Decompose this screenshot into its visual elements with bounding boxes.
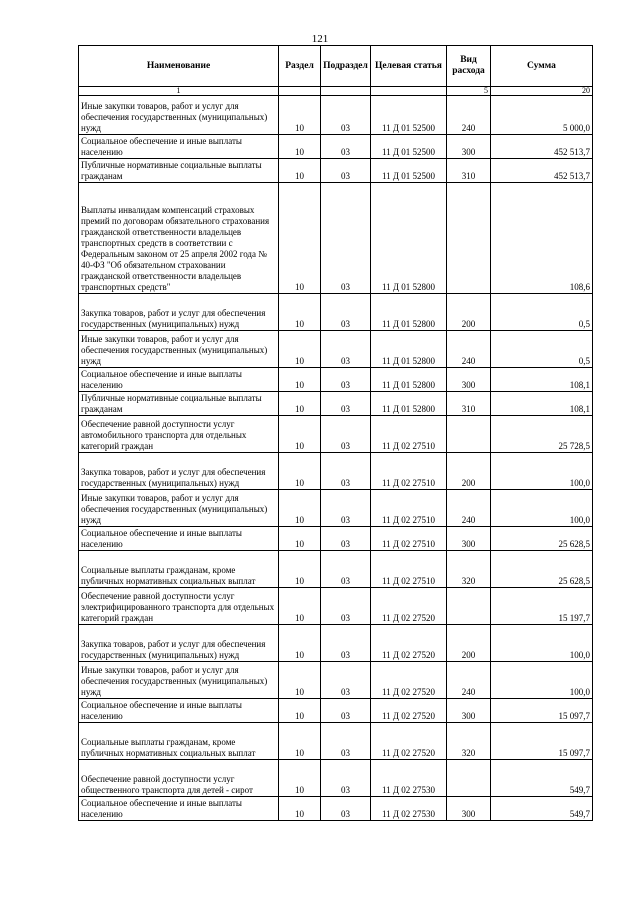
- row-razdel-cell: 10: [279, 135, 321, 159]
- row-razdel-cell: 10: [279, 625, 321, 662]
- table-row: [79, 699, 593, 723]
- row-celevaya-cell: 11 Д 02 27510: [371, 551, 447, 588]
- row-vid-cell: 240: [447, 490, 491, 527]
- colnum-6: 20: [491, 87, 593, 96]
- row-podrazdel-cell: 03: [321, 183, 371, 294]
- header-name: Наименование: [79, 46, 279, 87]
- row-celevaya-cell: 11 Д 02 27510: [371, 527, 447, 551]
- row-vid-cell: 200: [447, 625, 491, 662]
- row-name-cell: Иные закупки товаров, работ и услуг для обеспечения государственных (муниципальных) нужд: [79, 96, 279, 135]
- table-row: [79, 797, 593, 821]
- table-row: [79, 760, 593, 797]
- row-razdel-cell: 10: [279, 392, 321, 416]
- row-celevaya-cell: 11 Д 01 52800: [371, 368, 447, 392]
- table-row: [79, 416, 593, 453]
- row-name-cell: Обеспечение равной доступности услуг общественного транспорта для детей - сирот: [79, 760, 279, 797]
- table-row: [79, 392, 593, 416]
- row-vid-cell: 240: [447, 96, 491, 135]
- budget-table: [78, 45, 593, 821]
- row-summa-cell: 100,0: [491, 625, 593, 662]
- row-name-cell: Публичные нормативные социальные выплаты гражданам: [79, 159, 279, 183]
- row-vid-cell: 310: [447, 392, 491, 416]
- row-summa-cell: 15 097,7: [491, 699, 593, 723]
- row-celevaya-cell: 11 Д 01 52800: [371, 183, 447, 294]
- row-name-cell: Социальное обеспечение и иные выплаты населению: [79, 527, 279, 551]
- row-name-cell: Иные закупки товаров, работ и услуг для обеспечения государственных (муниципальных) нужд: [79, 662, 279, 699]
- row-razdel-cell: 10: [279, 96, 321, 135]
- header-vid: Вид расхода: [447, 46, 491, 87]
- row-vid-cell: [447, 416, 491, 453]
- row-name-cell: Социальные выплаты гражданам, кроме публичных нормативных социальных выплат: [79, 723, 279, 760]
- row-podrazdel-cell: 03: [321, 527, 371, 551]
- row-vid-cell: 200: [447, 294, 491, 331]
- row-podrazdel-cell: 03: [321, 797, 371, 821]
- row-summa-cell: 549,7: [491, 797, 593, 821]
- row-vid-cell: 300: [447, 797, 491, 821]
- table-row: [79, 96, 593, 135]
- row-name-cell: Обеспечение равной доступности услуг электрифицированного транспорта для отдельных категорий граждан: [79, 588, 279, 625]
- row-podrazdel-cell: 03: [321, 416, 371, 453]
- row-vid-cell: [447, 588, 491, 625]
- row-summa-cell: 5 000,0: [491, 96, 593, 135]
- colnum-3: [321, 87, 371, 96]
- row-name-cell: Публичные нормативные социальные выплаты гражданам: [79, 392, 279, 416]
- row-celevaya-cell: 11 Д 02 27520: [371, 662, 447, 699]
- header-podrazdel: Подраздел: [321, 46, 371, 87]
- row-name-cell: Социальное обеспечение и иные выплаты населению: [79, 797, 279, 821]
- row-podrazdel-cell: 03: [321, 490, 371, 527]
- row-razdel-cell: 10: [279, 453, 321, 490]
- row-celevaya-cell: 11 Д 01 52500: [371, 159, 447, 183]
- row-summa-cell: 25 728,5: [491, 416, 593, 453]
- row-summa-cell: 100,0: [491, 662, 593, 699]
- row-name-cell: Социальное обеспечение и иные выплаты населению: [79, 368, 279, 392]
- table-row: [79, 662, 593, 699]
- row-summa-cell: 452 513,7: [491, 159, 593, 183]
- row-name-cell: Иные закупки товаров, работ и услуг для обеспечения государственных (муниципальных) нужд: [79, 331, 279, 368]
- row-celevaya-cell: 11 Д 01 52500: [371, 135, 447, 159]
- row-summa-cell: 100,0: [491, 490, 593, 527]
- table-row: [79, 331, 593, 368]
- row-summa-cell: 452 513,7: [491, 135, 593, 159]
- row-podrazdel-cell: 03: [321, 453, 371, 490]
- row-podrazdel-cell: 03: [321, 723, 371, 760]
- row-podrazdel-cell: 03: [321, 368, 371, 392]
- row-name-cell: Социальное обеспечение и иные выплаты населению: [79, 135, 279, 159]
- row-vid-cell: 310: [447, 159, 491, 183]
- row-name-cell: Закупка товаров, работ и услуг для обеспечения государственных (муниципальных) нужд: [79, 294, 279, 331]
- row-razdel-cell: 10: [279, 368, 321, 392]
- row-vid-cell: 300: [447, 527, 491, 551]
- row-podrazdel-cell: 03: [321, 625, 371, 662]
- row-summa-cell: 25 628,5: [491, 527, 593, 551]
- row-summa-cell: 108,1: [491, 392, 593, 416]
- table-row: [79, 294, 593, 331]
- row-celevaya-cell: 11 Д 02 27530: [371, 760, 447, 797]
- row-summa-cell: 100,0: [491, 453, 593, 490]
- row-vid-cell: 320: [447, 723, 491, 760]
- colnum-2: [279, 87, 321, 96]
- row-podrazdel-cell: 03: [321, 588, 371, 625]
- row-name-cell: Выплаты инвалидам компенсаций страховых премий по договорам обязательного страхования гражданской ответственности владельцев транспортных средств в соответствии с Федеральным законом от 25 апреля 2002 года № 40-ФЗ "Об обязательном страховании гражданской ответственности владельцев транспортных средств": [79, 183, 279, 294]
- table-row: [79, 159, 593, 183]
- row-celevaya-cell: 11 Д 02 27520: [371, 723, 447, 760]
- row-summa-cell: 0,5: [491, 294, 593, 331]
- table-row: [79, 135, 593, 159]
- row-celevaya-cell: 11 Д 02 27520: [371, 625, 447, 662]
- table-row: [79, 588, 593, 625]
- table-row: [79, 490, 593, 527]
- row-razdel-cell: 10: [279, 183, 321, 294]
- row-vid-cell: 300: [447, 368, 491, 392]
- row-summa-cell: 0,5: [491, 331, 593, 368]
- row-name-cell: Социальное обеспечение и иные выплаты населению: [79, 699, 279, 723]
- row-razdel-cell: 10: [279, 588, 321, 625]
- table-row: [79, 723, 593, 760]
- header-celevaya: Целевая статья: [371, 46, 447, 87]
- row-podrazdel-cell: 03: [321, 760, 371, 797]
- colnum-1: 1: [79, 87, 279, 96]
- row-podrazdel-cell: 03: [321, 662, 371, 699]
- row-summa-cell: 15 197,7: [491, 588, 593, 625]
- row-podrazdel-cell: 03: [321, 294, 371, 331]
- row-razdel-cell: 10: [279, 662, 321, 699]
- row-vid-cell: 240: [447, 662, 491, 699]
- row-vid-cell: [447, 183, 491, 294]
- row-vid-cell: [447, 760, 491, 797]
- row-summa-cell: 549,7: [491, 760, 593, 797]
- row-name-cell: Социальные выплаты гражданам, кроме публичных нормативных социальных выплат: [79, 551, 279, 588]
- row-vid-cell: 200: [447, 453, 491, 490]
- row-celevaya-cell: 11 Д 01 52800: [371, 294, 447, 331]
- row-celevaya-cell: 11 Д 02 27520: [371, 588, 447, 625]
- row-celevaya-cell: 11 Д 01 52500: [371, 96, 447, 135]
- row-razdel-cell: 10: [279, 490, 321, 527]
- row-summa-cell: 108,1: [491, 368, 593, 392]
- row-podrazdel-cell: 03: [321, 96, 371, 135]
- colnum-5: 5: [447, 87, 491, 96]
- row-razdel-cell: 10: [279, 723, 321, 760]
- header-razdel: Раздел: [279, 46, 321, 87]
- row-razdel-cell: 10: [279, 159, 321, 183]
- table-header-row: [79, 46, 593, 87]
- row-summa-cell: 108,6: [491, 183, 593, 294]
- row-celevaya-cell: 11 Д 01 52800: [371, 392, 447, 416]
- row-celevaya-cell: 11 Д 02 27530: [371, 797, 447, 821]
- header-summa: Сумма: [491, 46, 593, 87]
- row-name-cell: Обеспечение равной доступности услуг автомобильного транспорта для отдельных категорий граждан: [79, 416, 279, 453]
- table-row: [79, 551, 593, 588]
- row-name-cell: Закупка товаров, работ и услуг для обеспечения государственных (муниципальных) нужд: [79, 625, 279, 662]
- row-vid-cell: 240: [447, 331, 491, 368]
- row-summa-cell: 15 097,7: [491, 723, 593, 760]
- row-razdel-cell: 10: [279, 797, 321, 821]
- row-name-cell: Закупка товаров, работ и услуг для обеспечения государственных (муниципальных) нужд: [79, 453, 279, 490]
- row-vid-cell: 320: [447, 551, 491, 588]
- row-podrazdel-cell: 03: [321, 135, 371, 159]
- row-razdel-cell: 10: [279, 527, 321, 551]
- row-celevaya-cell: 11 Д 02 27510: [371, 416, 447, 453]
- row-razdel-cell: 10: [279, 294, 321, 331]
- row-razdel-cell: 10: [279, 760, 321, 797]
- row-podrazdel-cell: 03: [321, 159, 371, 183]
- row-summa-cell: 25 628,5: [491, 551, 593, 588]
- row-name-cell: Иные закупки товаров, работ и услуг для обеспечения государственных (муниципальных) нужд: [79, 490, 279, 527]
- table-row: [79, 368, 593, 392]
- row-vid-cell: 300: [447, 699, 491, 723]
- table-row: [79, 183, 593, 294]
- page-number: 121: [311, 33, 329, 45]
- row-celevaya-cell: 11 Д 02 27510: [371, 453, 447, 490]
- row-podrazdel-cell: 03: [321, 699, 371, 723]
- row-celevaya-cell: 11 Д 01 52800: [371, 331, 447, 368]
- column-number-row: [79, 87, 593, 96]
- row-podrazdel-cell: 03: [321, 392, 371, 416]
- table-row: [79, 625, 593, 662]
- row-razdel-cell: 10: [279, 331, 321, 368]
- table-row: [79, 527, 593, 551]
- row-celevaya-cell: 11 Д 02 27520: [371, 699, 447, 723]
- row-podrazdel-cell: 03: [321, 551, 371, 588]
- row-vid-cell: 300: [447, 135, 491, 159]
- row-celevaya-cell: 11 Д 02 27510: [371, 490, 447, 527]
- table-row: [79, 453, 593, 490]
- row-podrazdel-cell: 03: [321, 331, 371, 368]
- row-razdel-cell: 10: [279, 551, 321, 588]
- colnum-4: [371, 87, 447, 96]
- row-razdel-cell: 10: [279, 699, 321, 723]
- row-razdel-cell: 10: [279, 416, 321, 453]
